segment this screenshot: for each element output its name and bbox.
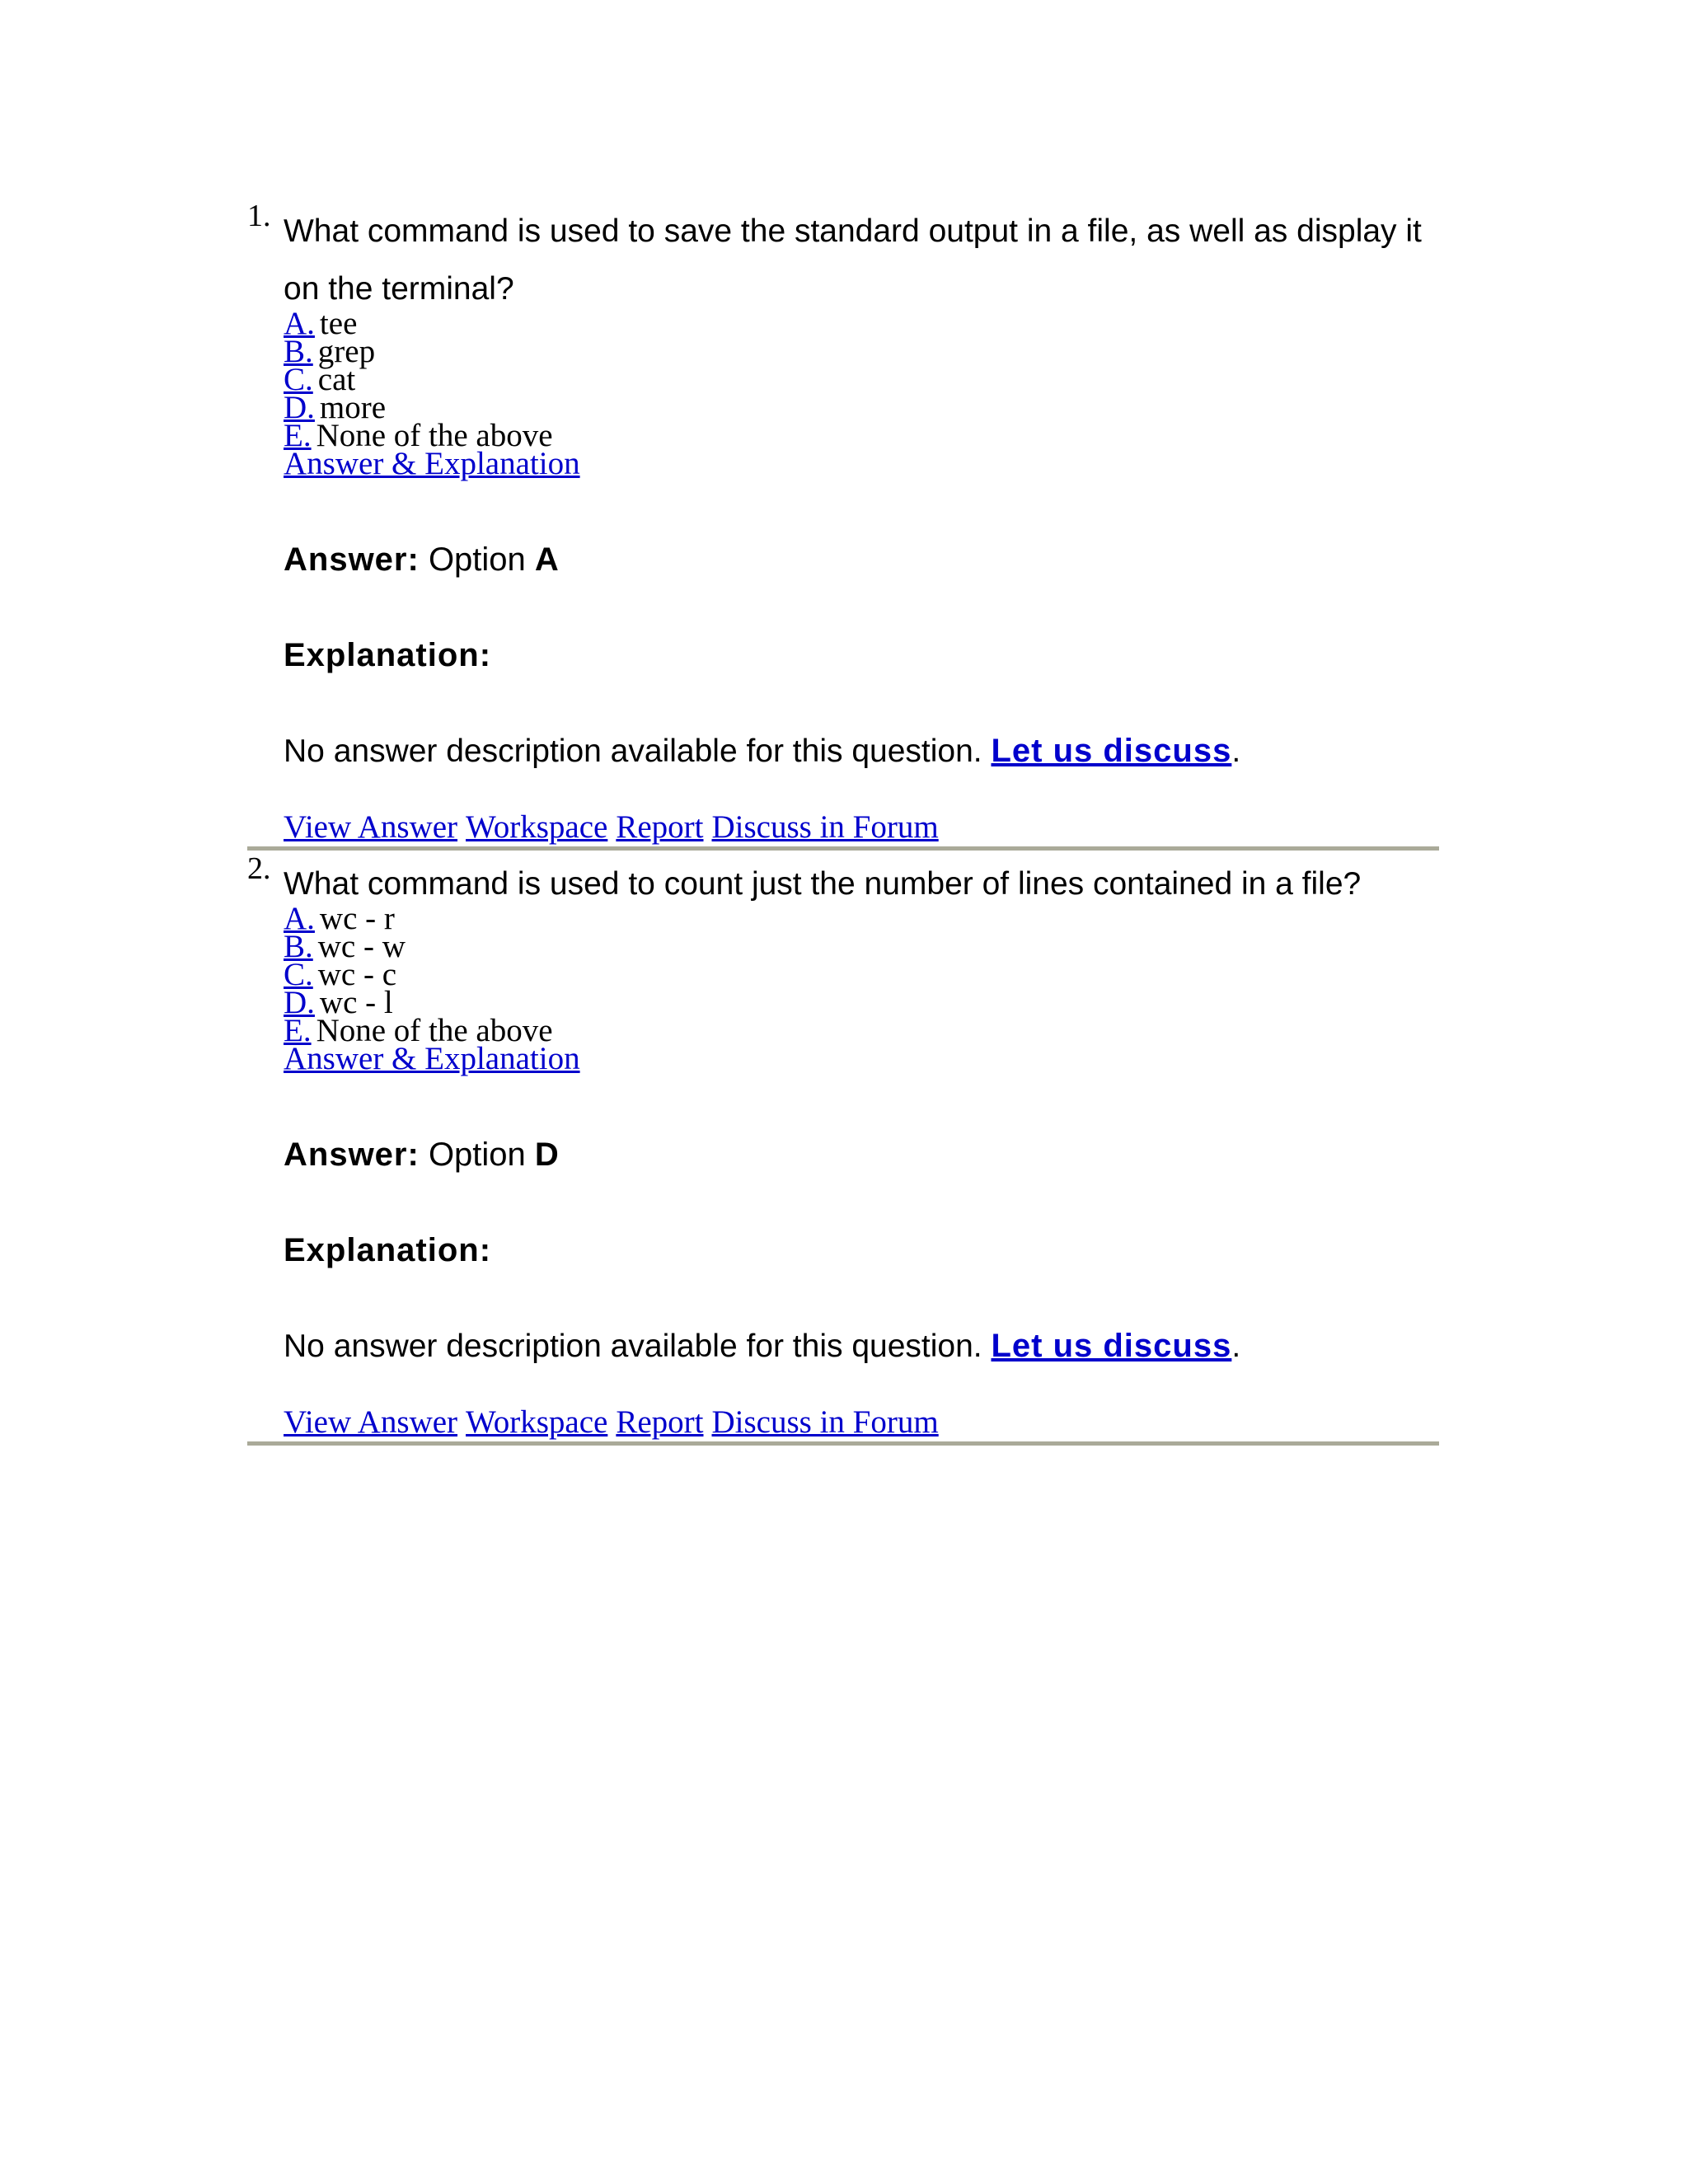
explanation-body: No answer description available for this question. bbox=[284, 1329, 982, 1364]
question-body bbox=[284, 851, 1439, 1441]
explanation-text bbox=[284, 732, 1439, 771]
explanation-text bbox=[284, 1327, 1439, 1366]
option-b-link[interactable]: B. bbox=[284, 929, 313, 964]
explanation-body: No answer description available for this question. bbox=[284, 733, 982, 769]
option-a-link[interactable]: A. bbox=[284, 901, 315, 936]
view-answer-link[interactable]: View Answer bbox=[284, 809, 458, 845]
option-c-link[interactable]: C. bbox=[284, 362, 313, 397]
option-e-link[interactable]: E. bbox=[284, 418, 312, 453]
let-us-discuss-link[interactable]: Let us discuss bbox=[991, 1328, 1232, 1364]
option-e-text: None of the above bbox=[316, 1013, 553, 1048]
answer-explanation-link[interactable]: Answer & Explanation bbox=[284, 446, 580, 481]
question-list bbox=[247, 198, 1439, 1446]
options-list bbox=[284, 305, 1439, 455]
question-footer-links bbox=[284, 808, 1439, 846]
explanation-suffix: . bbox=[1231, 1329, 1241, 1364]
option-c-text: wc - c bbox=[317, 957, 397, 992]
option-b-text: wc - w bbox=[317, 929, 406, 964]
question-footer-links bbox=[284, 1404, 1439, 1441]
option-b-text: grep bbox=[317, 334, 376, 369]
discuss-in-forum-link[interactable]: Discuss in Forum bbox=[711, 809, 939, 845]
answer-explanation-link[interactable]: Answer & Explanation bbox=[284, 1041, 580, 1076]
workspace-link[interactable]: Workspace bbox=[466, 1404, 608, 1440]
option-a-link[interactable]: A. bbox=[284, 306, 315, 341]
question-text: What command is used to save the standard output in a file, as well as display it on the terminal? bbox=[284, 213, 1422, 307]
option-d-text: wc - l bbox=[319, 985, 393, 1020]
question-number: 1. bbox=[247, 199, 271, 233]
question-text: What command is used to count just the number of lines contained in a file? bbox=[284, 866, 1362, 902]
question-number: 2. bbox=[247, 851, 271, 886]
options-list bbox=[284, 900, 1439, 1050]
answer-label: Answer: bbox=[284, 541, 420, 578]
report-link[interactable]: Report bbox=[616, 809, 704, 845]
option-e-text: None of the above bbox=[316, 418, 553, 453]
explanation-heading: Explanation: bbox=[284, 1232, 492, 1268]
option-d-text: more bbox=[319, 390, 387, 425]
answer-letter: A bbox=[534, 541, 559, 578]
option-e-link[interactable]: E. bbox=[284, 1013, 312, 1048]
option-c-link[interactable]: C. bbox=[284, 957, 313, 992]
explanation-suffix: . bbox=[1231, 733, 1241, 769]
option-d-link[interactable]: D. bbox=[284, 390, 315, 425]
option-d-link[interactable]: D. bbox=[284, 985, 315, 1020]
option-a-text: tee bbox=[319, 306, 358, 341]
option-c-text: cat bbox=[317, 362, 356, 397]
view-answer-link[interactable]: View Answer bbox=[284, 1404, 458, 1440]
question-2 bbox=[247, 851, 1439, 1446]
explanation-heading: Explanation: bbox=[284, 637, 492, 673]
let-us-discuss-link[interactable]: Let us discuss bbox=[991, 733, 1232, 769]
option-b-link[interactable]: B. bbox=[284, 334, 313, 369]
answer-line bbox=[284, 1136, 1439, 1174]
answer-prefix: Option bbox=[428, 1137, 526, 1173]
answer-line bbox=[284, 541, 1439, 579]
answer-letter: D bbox=[534, 1137, 559, 1173]
report-link[interactable]: Report bbox=[616, 1404, 704, 1440]
discuss-in-forum-link[interactable]: Discuss in Forum bbox=[711, 1404, 939, 1440]
option-a-text: wc - r bbox=[319, 901, 395, 936]
question-body bbox=[284, 198, 1439, 846]
answer-prefix: Option bbox=[428, 541, 526, 578]
answer-label: Answer: bbox=[284, 1137, 420, 1173]
workspace-link[interactable]: Workspace bbox=[466, 809, 608, 845]
question-1 bbox=[247, 198, 1439, 851]
